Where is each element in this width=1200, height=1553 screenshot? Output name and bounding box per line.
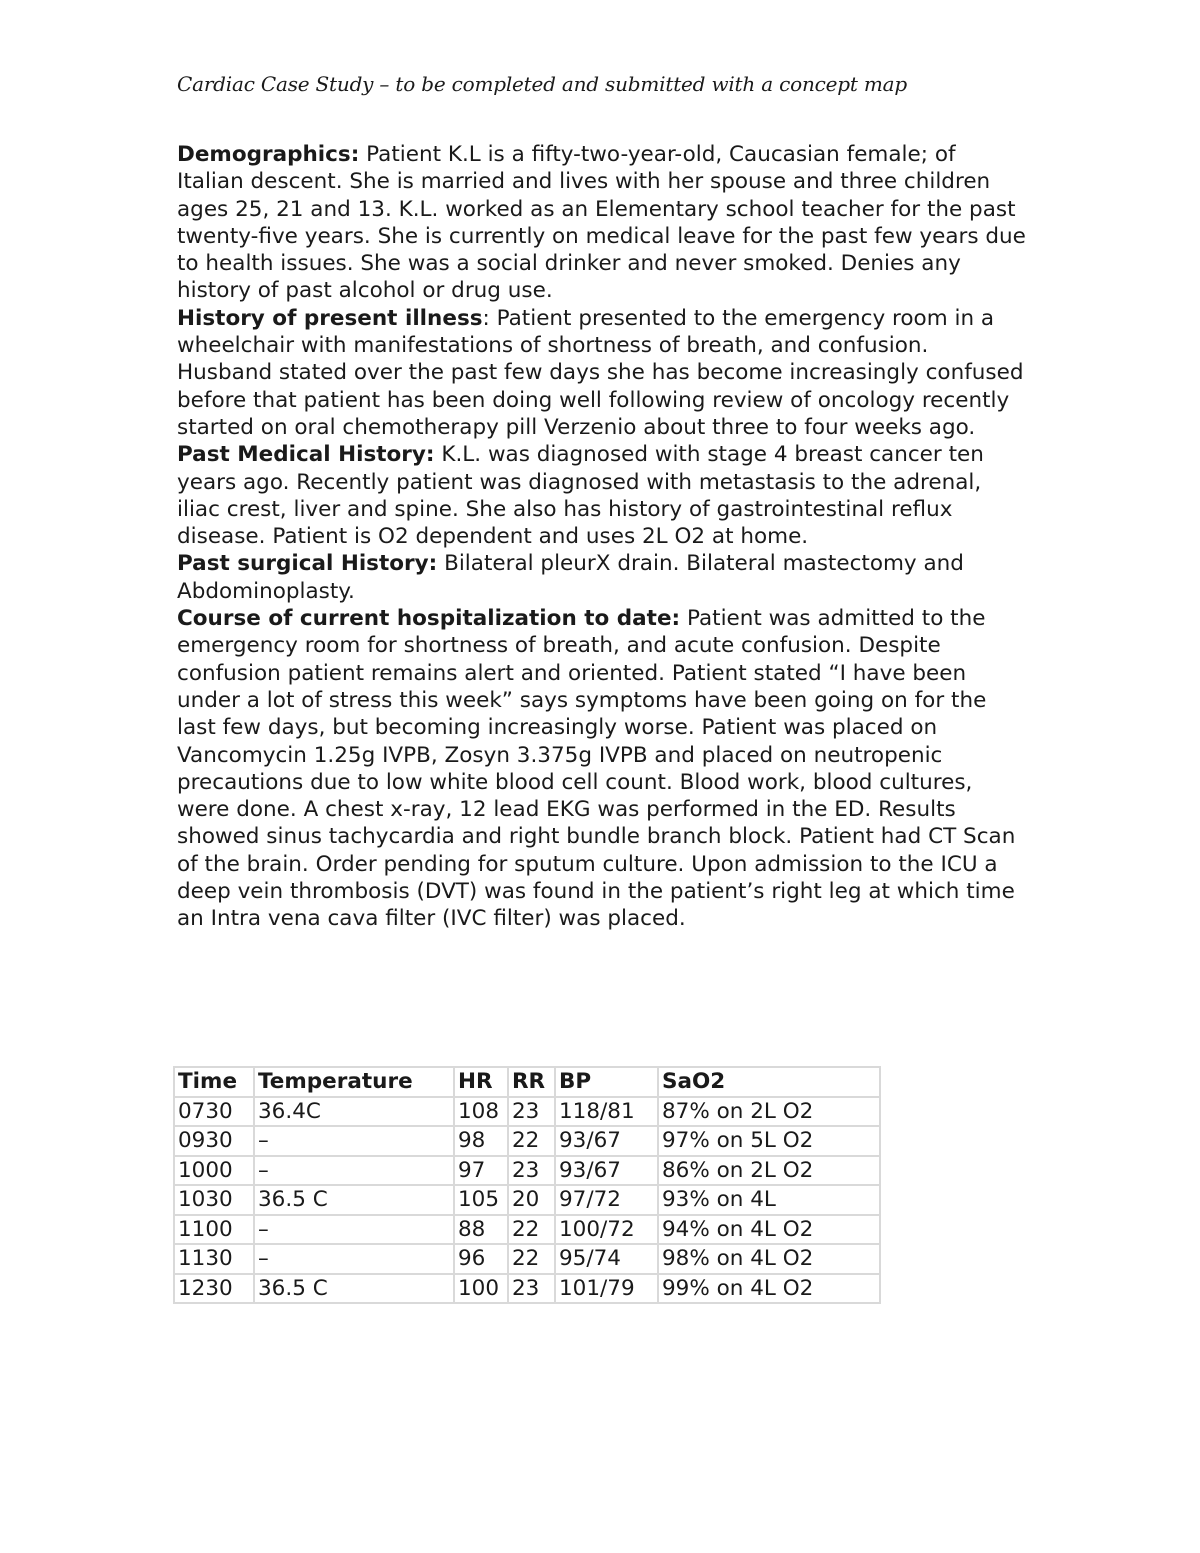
- cell-bp: 93/67: [555, 1126, 658, 1156]
- cell-temperature: 36.4C: [254, 1097, 454, 1127]
- cell-time: 1000: [174, 1156, 254, 1186]
- cell-rr: 23: [508, 1097, 555, 1127]
- cell-sao2: 94% on 4L O2: [658, 1215, 880, 1245]
- past-medical-history-paragraph: [177, 441, 1027, 550]
- section-text: : Patient presented to the emergency room in a wheelchair with manifestations of shortness of breath, and confusion. Husband stated over the past few days she has become increasingly confused before that patient has been doing well following review of oncology recently started on oral chemotherapy pill Verzenio about three to four weeks ago.: [177, 305, 1024, 440]
- cell-time: 1130: [174, 1244, 254, 1274]
- cell-hr: 97: [454, 1156, 508, 1186]
- cell-sao2: 98% on 4L O2: [658, 1244, 880, 1274]
- section-label: History of present illness: [177, 305, 483, 331]
- table-header-row: [174, 1067, 880, 1097]
- cell-hr: 88: [454, 1215, 508, 1245]
- section-label: Past Medical History:: [177, 442, 435, 468]
- cell-time: 0730: [174, 1097, 254, 1127]
- cell-rr: 22: [508, 1215, 555, 1245]
- cell-hr: 98: [454, 1126, 508, 1156]
- cell-rr: 20: [508, 1185, 555, 1215]
- cell-bp: 97/72: [555, 1185, 658, 1215]
- section-text: K.L. was diagnosed with stage 4 breast cancer ten years ago. Recently patient was diagnosed with metastasis to the adrenal, iliac crest, liver and spine. She also has history of gastrointestinal reflux disease. Patient is O2 dependent and uses 2L O2 at home.: [177, 442, 984, 550]
- cell-hr: 96: [454, 1244, 508, 1274]
- cell-bp: 101/79: [555, 1274, 658, 1304]
- cell-sao2: 86% on 2L O2: [658, 1156, 880, 1186]
- cell-rr: 22: [508, 1126, 555, 1156]
- cell-bp: 100/72: [555, 1215, 658, 1245]
- section-label: Demographics:: [177, 142, 360, 167]
- column-header-hr: HR: [454, 1067, 508, 1097]
- column-header-temperature: Temperature: [254, 1067, 454, 1097]
- table-row: [174, 1156, 880, 1186]
- cell-hr: 105: [454, 1185, 508, 1215]
- table-row: [174, 1097, 880, 1127]
- section-text: Patient was admitted to the emergency room for shortness of breath, and acute confusion. Despite confusion patient remains alert and oriented. Patient stated “I have been under a lot of stress this week” says symptoms have been going on for the last few days, but becoming increasingly worse. Patient was placed on Vancomycin 1.25g IVPB, Zosyn 3.375g IVPB and placed on neutropenic precautions due to low white blood cell count. Blood work, blood cultures, were done. A chest x-ray, 12 lead EKG was performed in the ED. Results showed sinus tachycardia and right bundle branch block. Patient had CT Scan of the brain. Order pending for sputum culture. Upon admission to the ICU a deep vein thrombosis (DVT) was found in the patient’s right leg at which time an Intra vena cava filter (IVC filter) was placed.: [177, 606, 1016, 932]
- cell-time: 0930: [174, 1126, 254, 1156]
- column-header-time: Time: [174, 1067, 254, 1097]
- cell-temperature: –: [254, 1156, 454, 1186]
- cell-rr: 23: [508, 1274, 555, 1304]
- cell-sao2: 87% on 2L O2: [658, 1097, 880, 1127]
- hospitalization-course-paragraph: [177, 605, 1027, 933]
- cell-rr: 23: [508, 1156, 555, 1186]
- table-row: [174, 1185, 880, 1215]
- cell-sao2: 97% on 5L O2: [658, 1126, 880, 1156]
- vital-signs-table: [173, 1066, 881, 1304]
- table-row: [174, 1244, 880, 1274]
- cell-temperature: –: [254, 1215, 454, 1245]
- cell-temperature: –: [254, 1244, 454, 1274]
- cell-sao2: 99% on 4L O2: [658, 1274, 880, 1304]
- column-header-sao2: SaO2: [658, 1067, 880, 1097]
- section-label: Course of current hospitalization to date:: [177, 606, 681, 632]
- cell-hr: 108: [454, 1097, 508, 1127]
- section-text: Patient K.L is a fifty-two-year-old, Caucasian female; of Italian descent. She is married and lives with her spouse and three children ages 25, 21 and 13. K.L. worked as an Elementary school teacher for the past twenty-five years. She is currently on medical leave for the past few years due to health issues. She was a social drinker and never smoked. Denies any history of past alcohol or drug use.: [177, 142, 1026, 304]
- cell-bp: 118/81: [555, 1097, 658, 1127]
- case-study-body: [177, 141, 1027, 933]
- section-label: Past surgical History:: [177, 551, 438, 577]
- cell-temperature: –: [254, 1126, 454, 1156]
- cell-bp: 95/74: [555, 1244, 658, 1274]
- table-row: [174, 1274, 880, 1304]
- document-header: Cardiac Case Study – to be completed and submitted with a concept map: [177, 72, 907, 96]
- cell-time: 1030: [174, 1185, 254, 1215]
- cell-time: 1230: [174, 1274, 254, 1304]
- table-row: [174, 1215, 880, 1245]
- table-row: [174, 1126, 880, 1156]
- column-header-bp: BP: [555, 1067, 658, 1097]
- cell-bp: 93/67: [555, 1156, 658, 1186]
- cell-time: 1100: [174, 1215, 254, 1245]
- cell-hr: 100: [454, 1274, 508, 1304]
- history-present-illness-paragraph: [177, 305, 1027, 441]
- past-surgical-history-paragraph: [177, 550, 1027, 605]
- cell-temperature: 36.5 C: [254, 1274, 454, 1304]
- demographics-paragraph: [177, 141, 1027, 305]
- cell-temperature: 36.5 C: [254, 1185, 454, 1215]
- cell-sao2: 93% on 4L: [658, 1185, 880, 1215]
- section-text: Bilateral pleurX drain. Bilateral mastectomy and Abdominoplasty.: [177, 551, 964, 604]
- cell-rr: 22: [508, 1244, 555, 1274]
- column-header-rr: RR: [508, 1067, 555, 1097]
